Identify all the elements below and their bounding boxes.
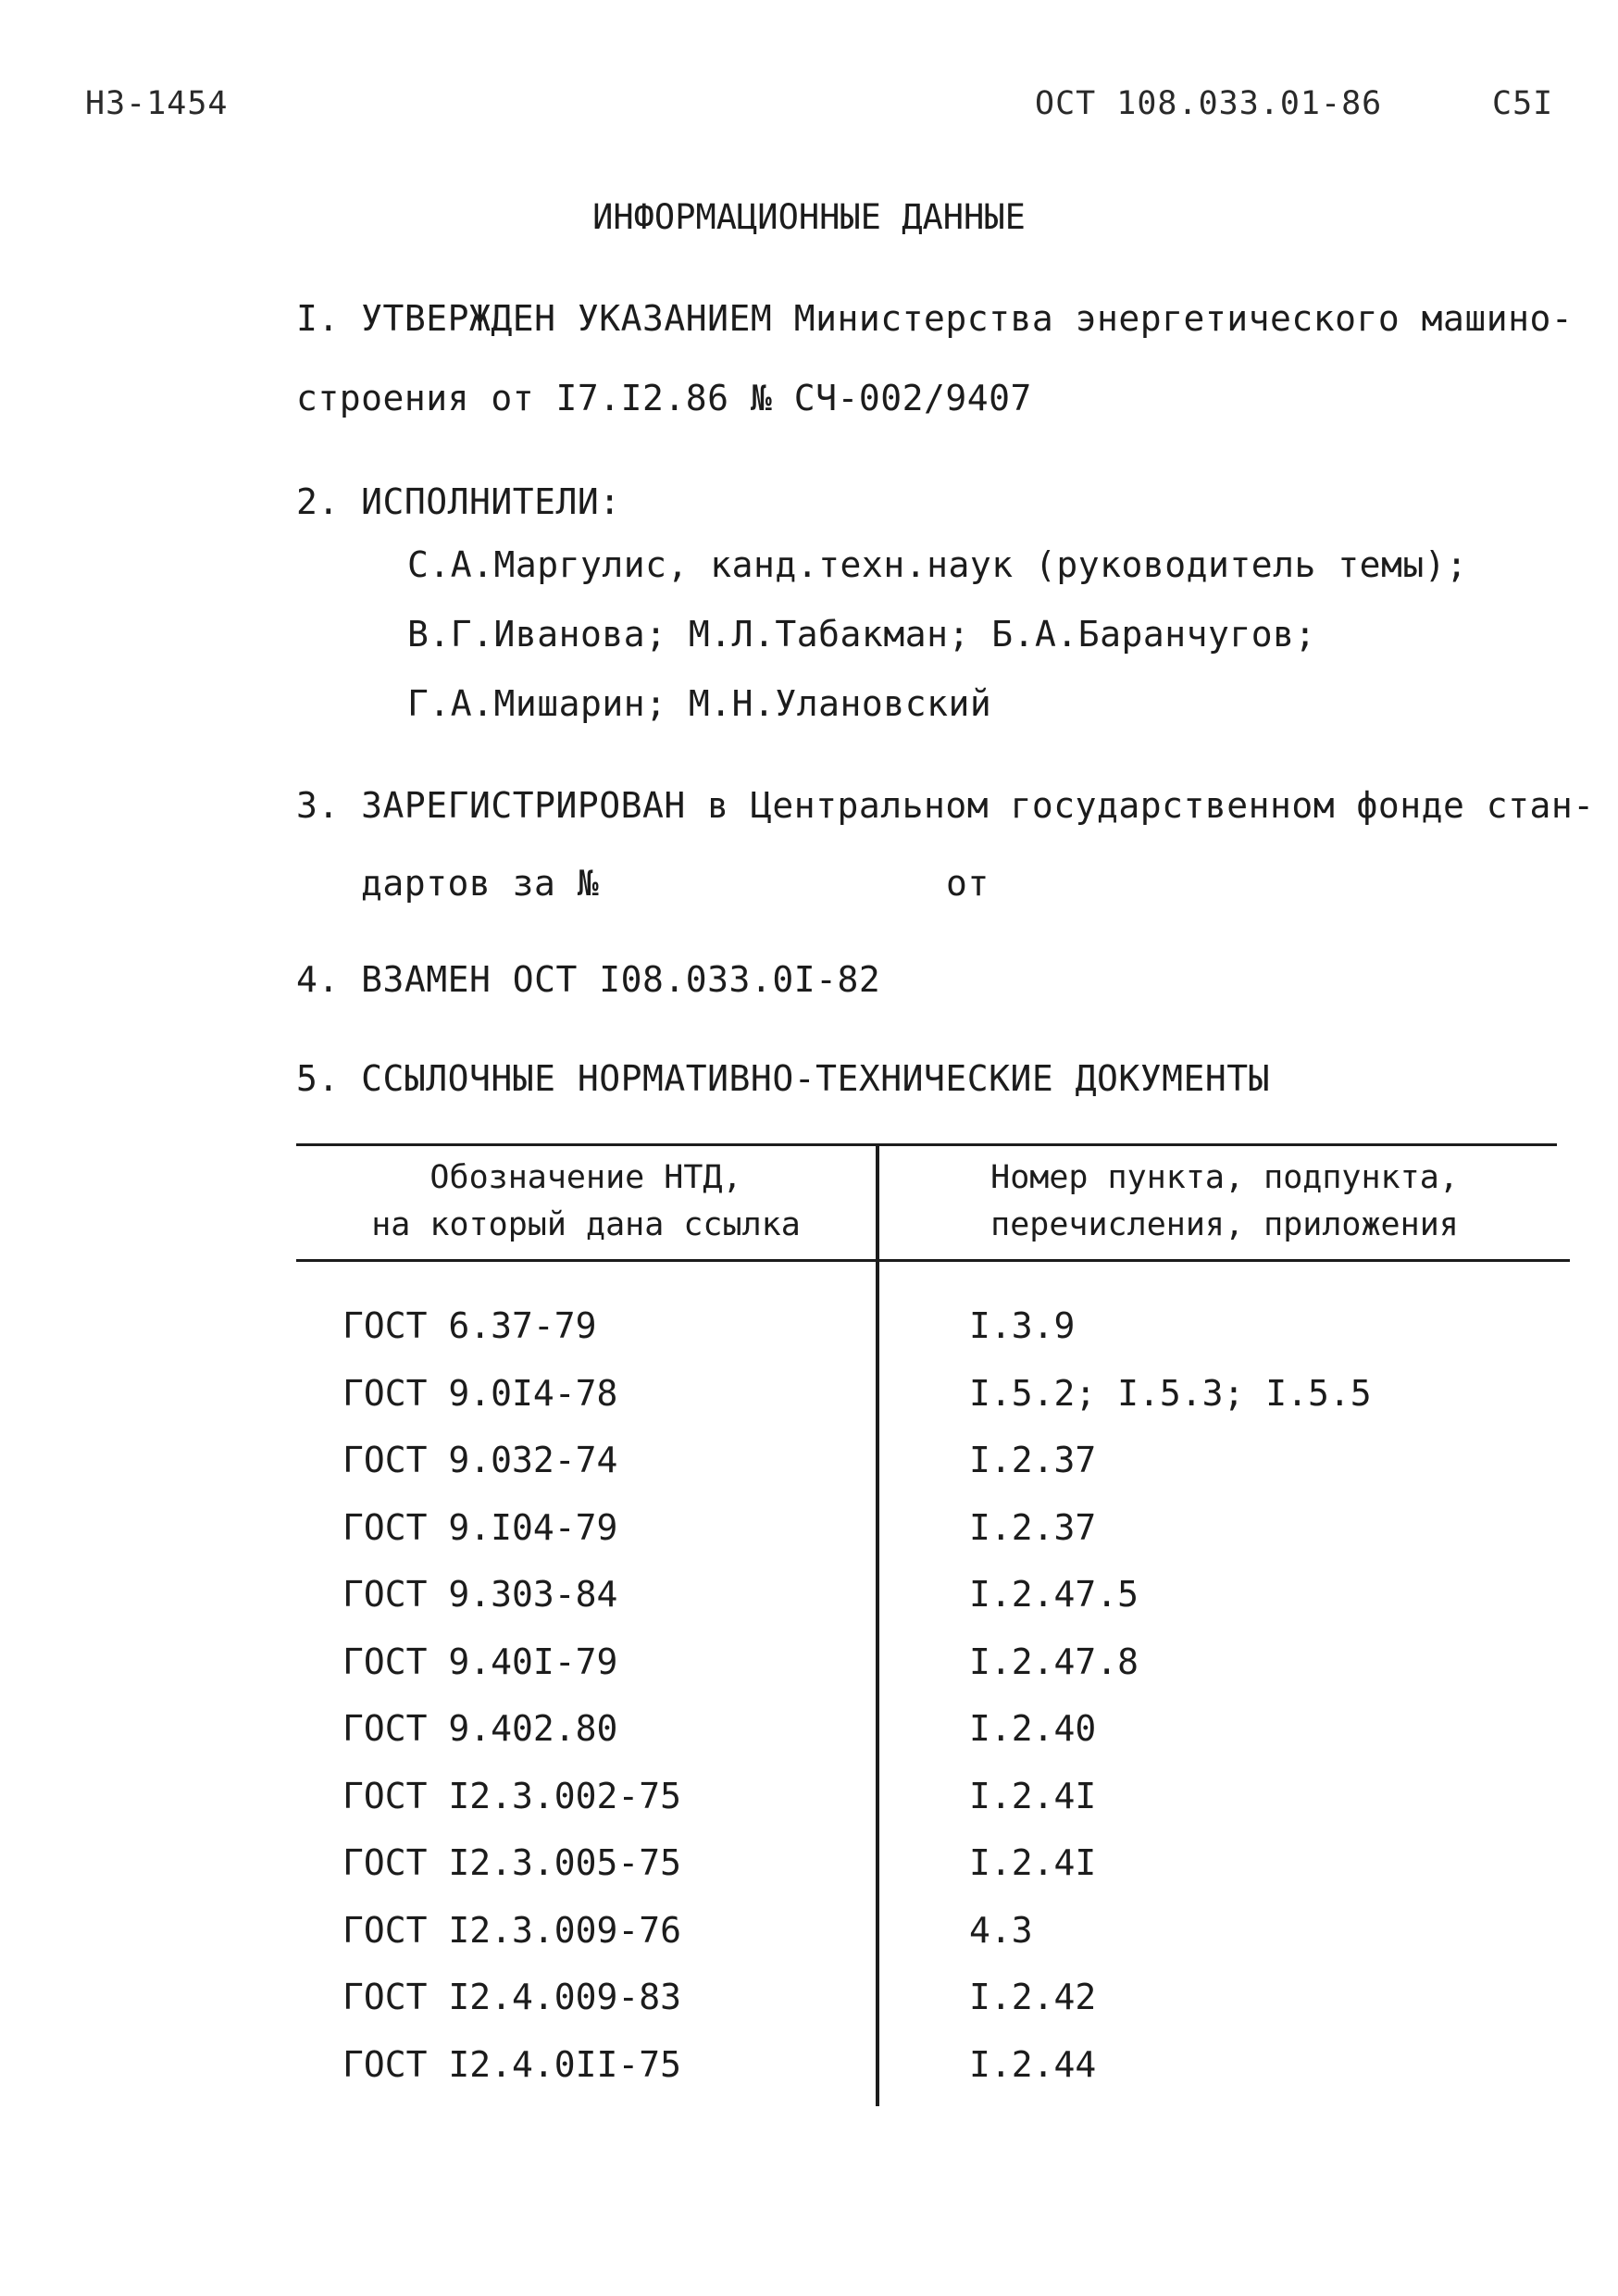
col2-header-line1: Номер пункта, подпункта, xyxy=(990,1159,1459,1196)
executors-line-3: Г.А.Мишарин; М.Н.Улановский xyxy=(407,683,992,724)
executors-heading: 2. ИСПОЛНИТЕЛИ: xyxy=(296,481,621,522)
table-cell-document: ГОСТ 9.303-84 xyxy=(342,1574,618,1615)
approval-line-1: I. УТВЕРЖДЕН УКАЗАНИЕМ Министерства энергетического машино- xyxy=(296,298,1574,339)
table-cell-document: ГОСТ I2.3.005-75 xyxy=(342,1842,682,1883)
table-cell-reference: I.2.44 xyxy=(969,2044,1097,2085)
table-cell-reference: 4.3 xyxy=(969,1910,1033,1951)
table-cell-document: ГОСТ 9.402.80 xyxy=(342,1708,618,1749)
registration-line-2a: дартов за № xyxy=(361,863,600,904)
registration-line-2b: от xyxy=(946,863,989,904)
table-cell-reference: I.2.4I xyxy=(969,1776,1097,1816)
table-cell-reference: I.2.4I xyxy=(969,1842,1097,1883)
approval-line-2: строения от I7.I2.86 № СЧ-002/9407 xyxy=(296,378,1032,418)
registration-line-1: 3. ЗАРЕГИСТРИРОВАН в Центральном государственном фонде стан- xyxy=(296,785,1595,826)
table-top-rule xyxy=(296,1143,1557,1146)
col1-header-line1: Обозначение НТД, xyxy=(429,1159,742,1196)
table-cell-document: ГОСТ I2.4.0II-75 xyxy=(342,2044,682,2085)
table-cell-reference: I.2.47.8 xyxy=(969,1641,1139,1682)
executors-line-1: С.А.Маргулис, канд.техн.наук (руководитель темы); xyxy=(407,544,1468,585)
page-title: ИНФОРМАЦИОННЫЕ ДАННЫЕ xyxy=(592,197,1026,237)
archive-code: НЗ-1454 xyxy=(85,85,229,122)
table-cell-reference: I.3.9 xyxy=(969,1305,1076,1346)
table-cell-reference: I.2.37 xyxy=(969,1507,1097,1548)
col1-header-line2: на который дана ссылка xyxy=(371,1206,801,1243)
page-number: С5I xyxy=(1492,85,1554,122)
table-cell-document: ГОСТ 9.032-74 xyxy=(342,1440,618,1480)
executors-line-2: В.Г.Иванова; М.Л.Табакман; Б.А.Баранчугов; xyxy=(407,614,1316,655)
replaces-line: 4. ВЗАМЕН ОСТ I08.033.0I-82 xyxy=(296,959,881,1000)
table-cell-document: ГОСТ 6.37-79 xyxy=(342,1305,597,1346)
references-heading: 5. ССЫЛОЧНЫЕ НОРМАТИВНО-ТЕХНИЧЕСКИЕ ДОКУМЕНТЫ xyxy=(296,1058,1271,1099)
table-header-rule xyxy=(296,1259,1570,1262)
col2-header-line2: перечисления, приложения xyxy=(990,1206,1459,1243)
table-cell-reference: I.2.40 xyxy=(969,1708,1097,1749)
table-cell-document: ГОСТ I2.3.009-76 xyxy=(342,1910,682,1951)
table-cell-reference: I.2.37 xyxy=(969,1440,1097,1480)
table-cell-reference: I.5.2; I.5.3; I.5.5 xyxy=(969,1373,1372,1414)
table-column-divider xyxy=(876,1143,879,2106)
document-code: ОСТ 108.033.01-86 xyxy=(1035,85,1383,122)
table-cell-document: ГОСТ 9.0I4-78 xyxy=(342,1373,618,1414)
table-cell-document: ГОСТ 9.I04-79 xyxy=(342,1507,618,1548)
table-cell-document: ГОСТ I2.3.002-75 xyxy=(342,1776,682,1816)
table-cell-document: ГОСТ 9.40I-79 xyxy=(342,1641,618,1682)
table-cell-reference: I.2.47.5 xyxy=(969,1574,1139,1615)
table-cell-reference: I.2.42 xyxy=(969,1977,1097,2017)
table-cell-document: ГОСТ I2.4.009-83 xyxy=(342,1977,682,2017)
